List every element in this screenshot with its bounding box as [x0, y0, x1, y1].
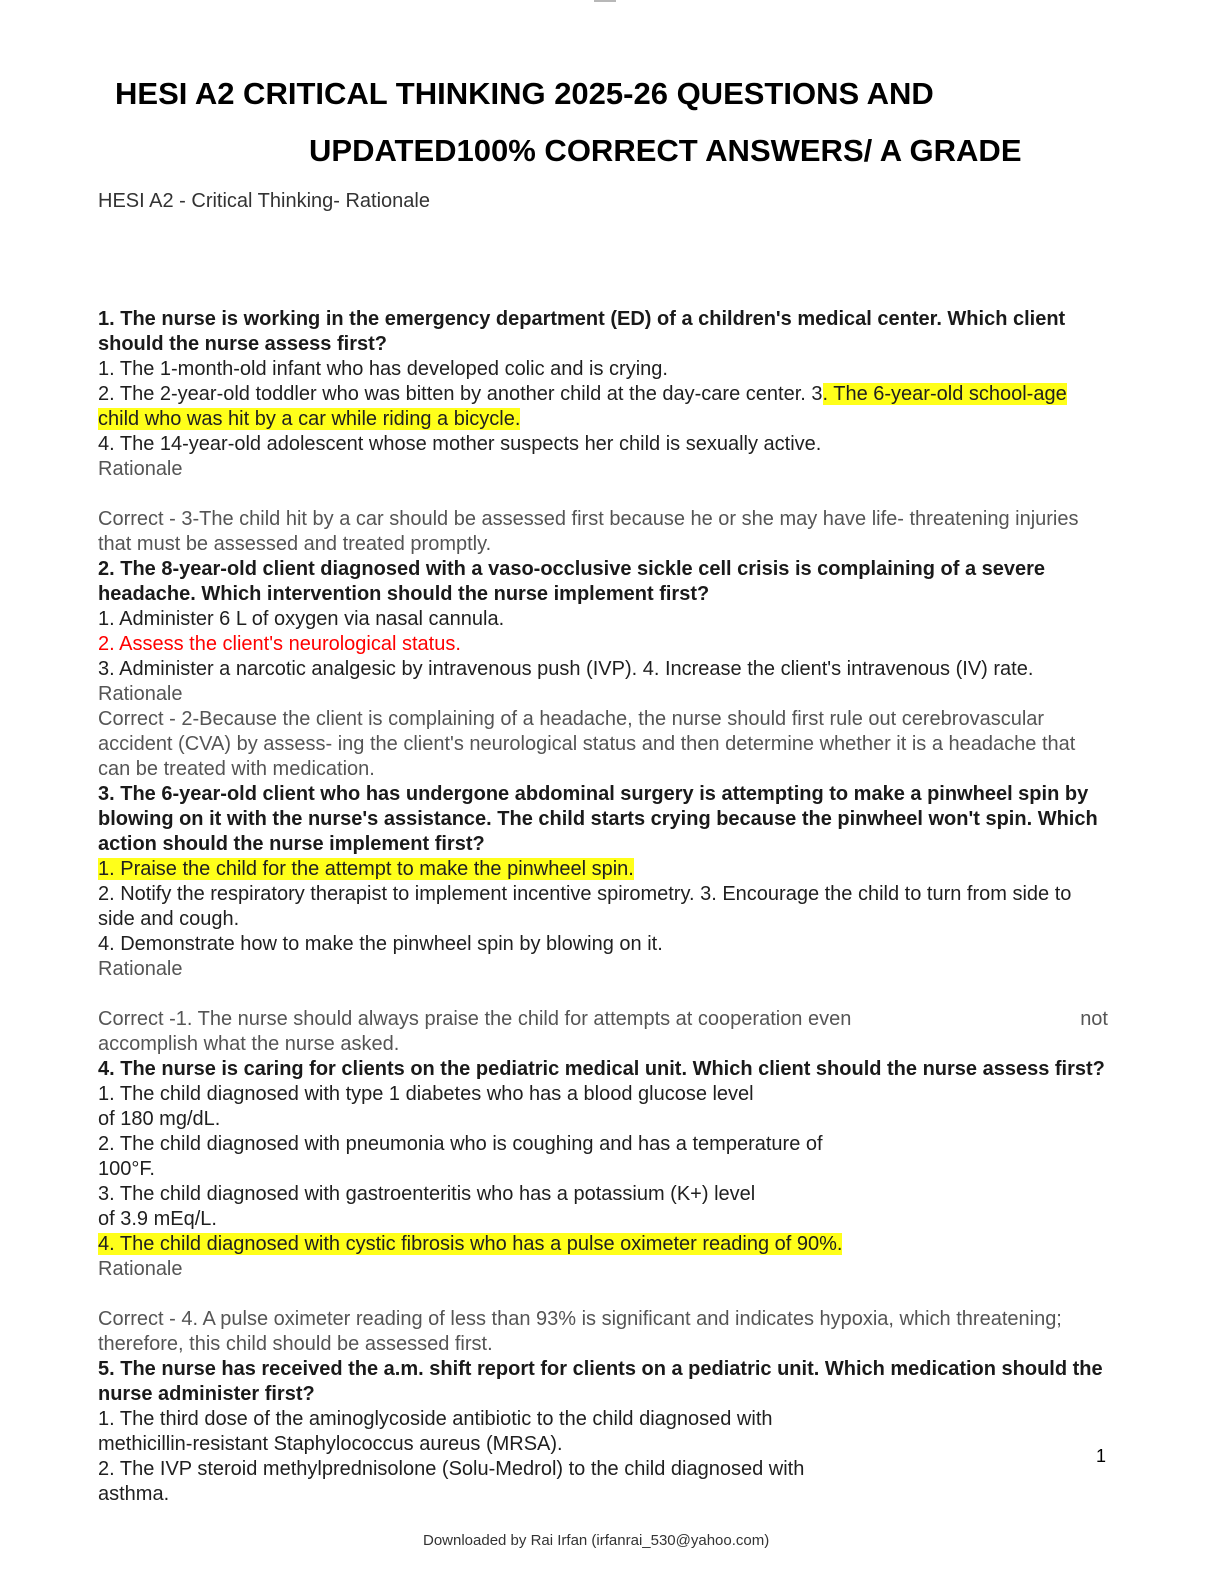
- q3-correct-answer-highlight: 1. Praise the child for the attempt to make the pinwheel spin.: [98, 858, 634, 880]
- q5-option-1b: methicillin-resistant Staphylococcus aureus (MRSA).: [98, 1433, 563, 1455]
- q5-option-1a: 1. The third dose of the aminoglycoside antibiotic to the child diagnosed with: [98, 1408, 773, 1430]
- q1-option-2-3: [98, 382, 1108, 432]
- q4-option-4-row: [98, 1232, 1108, 1257]
- q5-option-2a: 2. The IVP steroid methylprednisolone (Solu-Medrol) to the child diagnosed with: [98, 1458, 805, 1480]
- question-2: 2. The 8-year-old client diagnosed with a vaso-occlusive sickle cell crisis is complaining of a severe headache. Which intervention should the nurse implement first?: [98, 558, 1046, 605]
- q1-option-2-text: 2. The 2-year-old toddler who was bitten by another child at the day-care center. 3: [98, 383, 823, 405]
- q2-option-3-4: 3. Administer a narcotic analgesic by intravenous push (IVP). 4. Increase the client's intravenous (IV) rate.: [98, 658, 1034, 680]
- q3-rationale-left: Correct -1. The nurse should always praise the child for attempts at cooperation even: [98, 1008, 852, 1030]
- document-subtitle: HESI A2 - Critical Thinking- Rationale: [98, 190, 430, 212]
- q1-rationale-label: Rationale: [98, 458, 183, 480]
- download-footer: Downloaded by Rai Irfan (irfanrai_530@yahoo.com): [423, 1532, 770, 1549]
- document-body: [98, 307, 1108, 1507]
- q4-option-2b: 100°F.: [98, 1158, 155, 1180]
- q4-rationale-label: Rationale: [98, 1258, 183, 1280]
- q4-correct-answer-highlight: 4. The child diagnosed with cystic fibrosis who has a pulse oximeter reading of 90%.: [98, 1233, 843, 1255]
- q2-rationale-label: Rationale: [98, 683, 183, 705]
- q3-rationale-right: not: [1080, 1008, 1108, 1030]
- question-5: 5. The nurse has received the a.m. shift report for clients on a pediatric unit. Which medication should the nurse administer first?: [98, 1358, 1103, 1405]
- q3-option-2-3: 2. Notify the respiratory therapist to implement incentive spirometry. 3. Encourage the child to turn from side to side and cough.: [98, 883, 1072, 930]
- q4-rationale: Correct - 4. A pulse oximeter reading of less than 93% is significant and indicates hypoxia, which threatening; therefore, this child should be assessed first.: [98, 1308, 1062, 1355]
- q1-option-1: 1. The 1-month-old infant who has developed colic and is crying.: [98, 358, 668, 380]
- q2-correct-answer: 2. Assess the client's neurological status.: [98, 633, 461, 655]
- question-4: 4. The nurse is caring for clients on the pediatric medical unit. Which client should the nurse assess first?: [98, 1058, 1105, 1080]
- q2-option-1: 1. Administer 6 L of oxygen via nasal cannula.: [98, 608, 505, 630]
- q2-rationale: Correct - 2-Because the client is complaining of a headache, the nurse should first rule out cerebrovascular accident (CVA) by assess- ing the client's neurological status and then determine whether it is a headache that can be treated with medication.: [98, 708, 1076, 780]
- q4-option-1b: of 180 mg/dL.: [98, 1108, 221, 1130]
- top-header-mark: [594, 0, 616, 2]
- q5-option-2b: asthma.: [98, 1483, 170, 1505]
- q4-option-1a: 1. The child diagnosed with type 1 diabetes who has a blood glucose level: [98, 1083, 754, 1105]
- q3-rationale-row: [98, 1007, 1108, 1032]
- q1-option-4: 4. The 14-year-old adolescent whose mother suspects her child is sexually active.: [98, 433, 822, 455]
- question-1: 1. The nurse is working in the emergency department (ED) of a children's medical center. Which client should the nurse assess first?: [98, 308, 1066, 355]
- q4-option-2a: 2. The child diagnosed with pneumonia who is coughing and has a temperature of: [98, 1133, 823, 1155]
- q3-option-4: 4. Demonstrate how to make the pinwheel spin by blowing on it.: [98, 933, 663, 955]
- q1-correct-answer-highlight: . The 6-year-old school-age child who was hit by a car while riding a bicycle.: [98, 383, 1067, 430]
- q4-option-3a: 3. The child diagnosed with gastroenteritis who has a potassium (K+) level: [98, 1183, 756, 1205]
- q3-rationale-line2: accomplish what the nurse asked.: [98, 1033, 400, 1055]
- q3-option-1-row: [98, 857, 1108, 882]
- page-number: 1: [1096, 1446, 1107, 1466]
- document-title-line1: HESI A2 CRITICAL THINKING 2025-26 QUESTIONS AND: [115, 76, 934, 111]
- question-3: 3. The 6-year-old client who has undergone abdominal surgery is attempting to make a pinwheel spin by blowing on it with the nurse's assistance. The child starts crying because the pinwheel won't spin. Which action should the nurse implement first?: [98, 783, 1098, 855]
- document-title-line2: UPDATED100% CORRECT ANSWERS/ A GRADE: [309, 133, 1022, 168]
- q3-rationale-label: Rationale: [98, 958, 183, 980]
- q1-rationale: Correct - 3-The child hit by a car should be assessed first because he or she may have life- threatening injuries that must be assessed and treated promptly.: [98, 508, 1079, 555]
- q4-option-3b: of 3.9 mEq/L.: [98, 1208, 217, 1230]
